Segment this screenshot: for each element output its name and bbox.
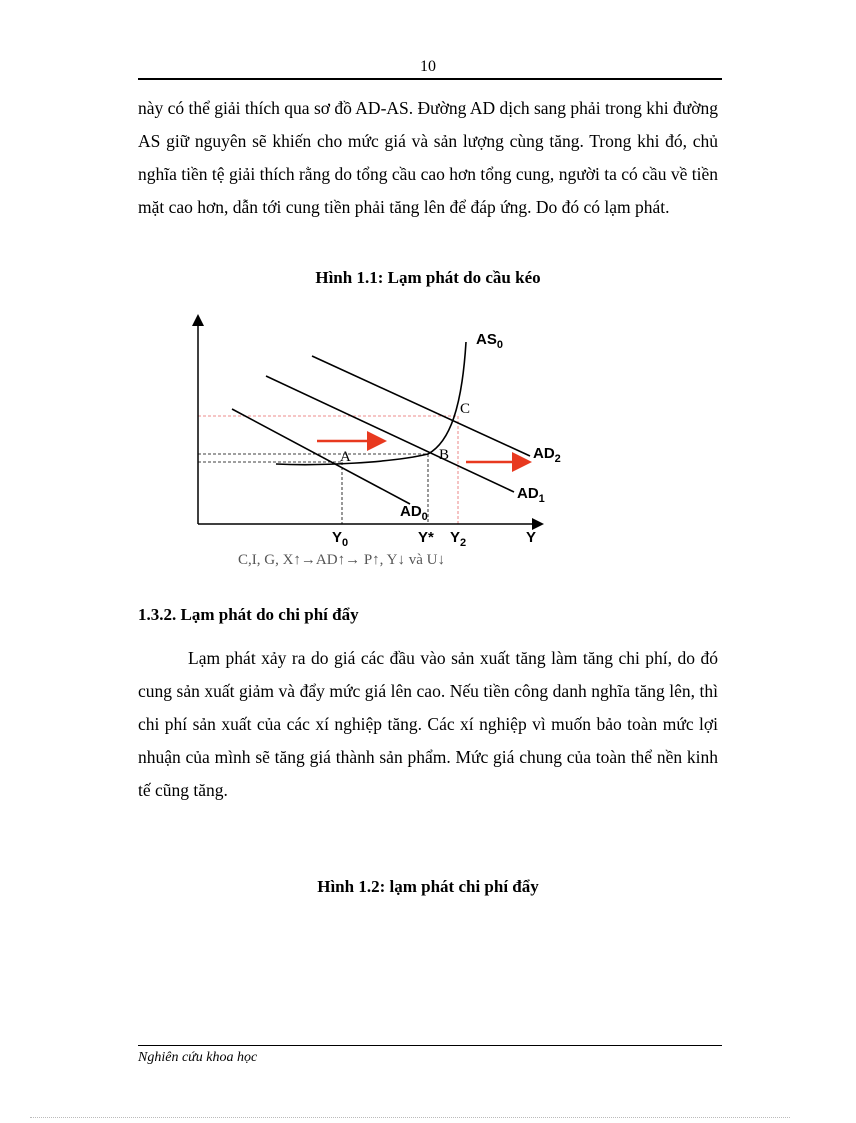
body-paragraph-2: Lạm phát xảy ra do giá các đầu vào sản xuất tăng làm tăng chi phí, do đó cung sản xuất giảm và đẩy mức giá lên cao. Nếu tiền công danh nghĩa tăng lên, thì chi phí sản xuất của các xí nghiệp tăng. Các xí nghiệp vì muốn bảo toàn mức lợi nhuận của mình sẽ tăng giá thành sản phẩm. Mức giá chung của toàn thể nền kinh tế cũng tăng. (138, 648, 718, 800)
point-c-label: C (460, 401, 471, 417)
x-axis-label: Y (526, 529, 537, 546)
point-b-label: B (439, 447, 450, 463)
label-ad2: $AD_2$ (533, 445, 561, 465)
body-paragraph-1: này có thể giải thích qua sơ đồ AD-AS. Đường AD dịch sang phải trong khi đường AS giữ nguyên sẽ khiến cho mức giá và sản lượng cùng tăng. Trong khi đó, chủ nghĩa tiền tệ giải thích rằng do tổng cầu cao hơn tổng cung, người ta có cầu về tiền mặt cao hơn, dẫn tới cung tiền phải tăng lên để đáp ứng. Do đó có lạm phát. (138, 98, 718, 217)
page-bottom-dotted-line (30, 1117, 790, 1118)
point-a-label: A (340, 449, 351, 465)
as0-curve (276, 342, 466, 465)
figure-1-formula: C,I, G, X↑→AD↑→ P↑, Y↓ và U↓ (238, 552, 445, 568)
header-rule (138, 78, 722, 80)
ad-as-chart (180, 312, 560, 582)
footer-text: Nghiên cứu khoa học (138, 1050, 258, 1065)
x-tick-y0: $Y_0$ (332, 529, 349, 549)
figure-1-caption: Hình 1.1: Lạm phát do cầu kéo (315, 268, 541, 287)
section-heading: 1.3.2. Lạm phát do chi phí đẩy (138, 605, 359, 624)
x-tick-y2: $Y_2$ (450, 529, 467, 549)
figure-2-caption: Hình 1.2: lạm phát chi phí đẩy (317, 877, 539, 896)
ad1-curve (266, 376, 514, 492)
footer-rule (138, 1045, 722, 1046)
x-tick-ystar: Y* (418, 529, 434, 546)
label-as0: $AS_0$ (476, 331, 503, 351)
label-ad0: $AD_0$ (400, 503, 428, 523)
page-number: 10 (420, 58, 436, 75)
label-ad1: $AD_1$ (517, 485, 545, 505)
ad0-curve (232, 409, 410, 504)
